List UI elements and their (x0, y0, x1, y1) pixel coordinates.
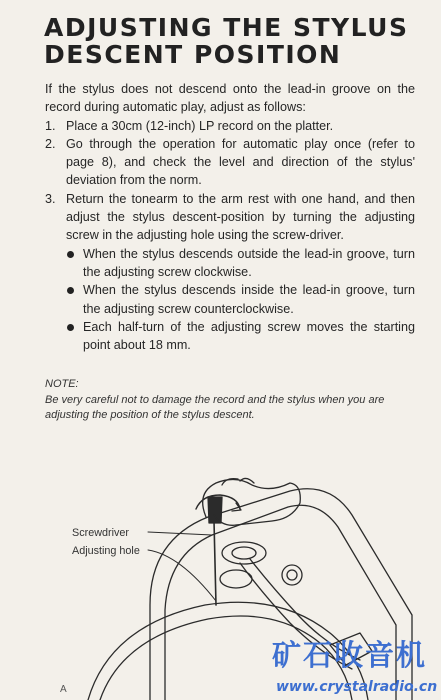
step-number: 1. (45, 118, 56, 133)
control-knob (282, 565, 302, 585)
step-text: Place a 30cm (12-inch) LP record on the platter. (66, 118, 334, 133)
step-text: Go through the operation for automatic play once (refer to page 8), and check the level and direction of the stylus' deviation from the norm. (66, 136, 415, 188)
label-adjusting-hole: Adjusting hole (72, 545, 140, 557)
watermark-chinese-text: 矿石收音机 (272, 638, 428, 672)
note-heading: NOTE: (45, 378, 79, 390)
watermark-url: www.crystalradio.cn (276, 679, 438, 695)
page-letter: A (60, 684, 67, 695)
intro-paragraph: If the stylus does not descend onto the lead-in groove on the record during automatic play, adjust as follows: (45, 82, 415, 115)
title-line-2: DESCENT POSITION (44, 40, 342, 69)
step-2 (45, 135, 415, 190)
step-number: 3. (45, 191, 56, 206)
bullet-dot-icon (67, 287, 74, 294)
tonearm-base (222, 542, 266, 564)
step-1 (45, 117, 415, 135)
step-text: Return the tonearm to the arm rest with one hand, and then adjust the stylus descent-position by turning the adjusting screw in the adjusting hole using the screw-driver. (66, 191, 415, 243)
title-line-1: ADJUSTING THE STYLUS (44, 13, 409, 42)
step-3 (45, 190, 415, 245)
tonearm-base-inner (232, 547, 256, 559)
rotation-arrowhead-icon (232, 503, 241, 511)
bullet-text: When the stylus descends outside the lead-in groove, turn the adjusting screw clockwise. (83, 246, 415, 279)
instructions-body (45, 80, 415, 354)
control-knob-center (287, 570, 297, 580)
bullet-item-2 (45, 281, 415, 318)
bullet-item-1 (45, 245, 415, 282)
note-text: Be very careful not to damage the record and the stylus when you are adjusting the position of the stylus descent. (45, 393, 385, 421)
bullet-text: When the stylus descends inside the lead-in groove, turn the adjusting screw counterclockwise. (83, 283, 415, 316)
bullet-text: Each half-turn of the adjusting screw moves the starting point about 18 mm. (83, 319, 415, 353)
page-title (44, 14, 424, 68)
label-screwdriver: Screwdriver (72, 527, 129, 539)
bullet-dot-icon (67, 251, 74, 258)
bullet-dot-icon (67, 324, 74, 331)
step-number: 2. (45, 136, 56, 151)
note-block (45, 377, 415, 424)
screwdriver-handle (208, 497, 222, 523)
bullet-item-3 (45, 318, 415, 355)
